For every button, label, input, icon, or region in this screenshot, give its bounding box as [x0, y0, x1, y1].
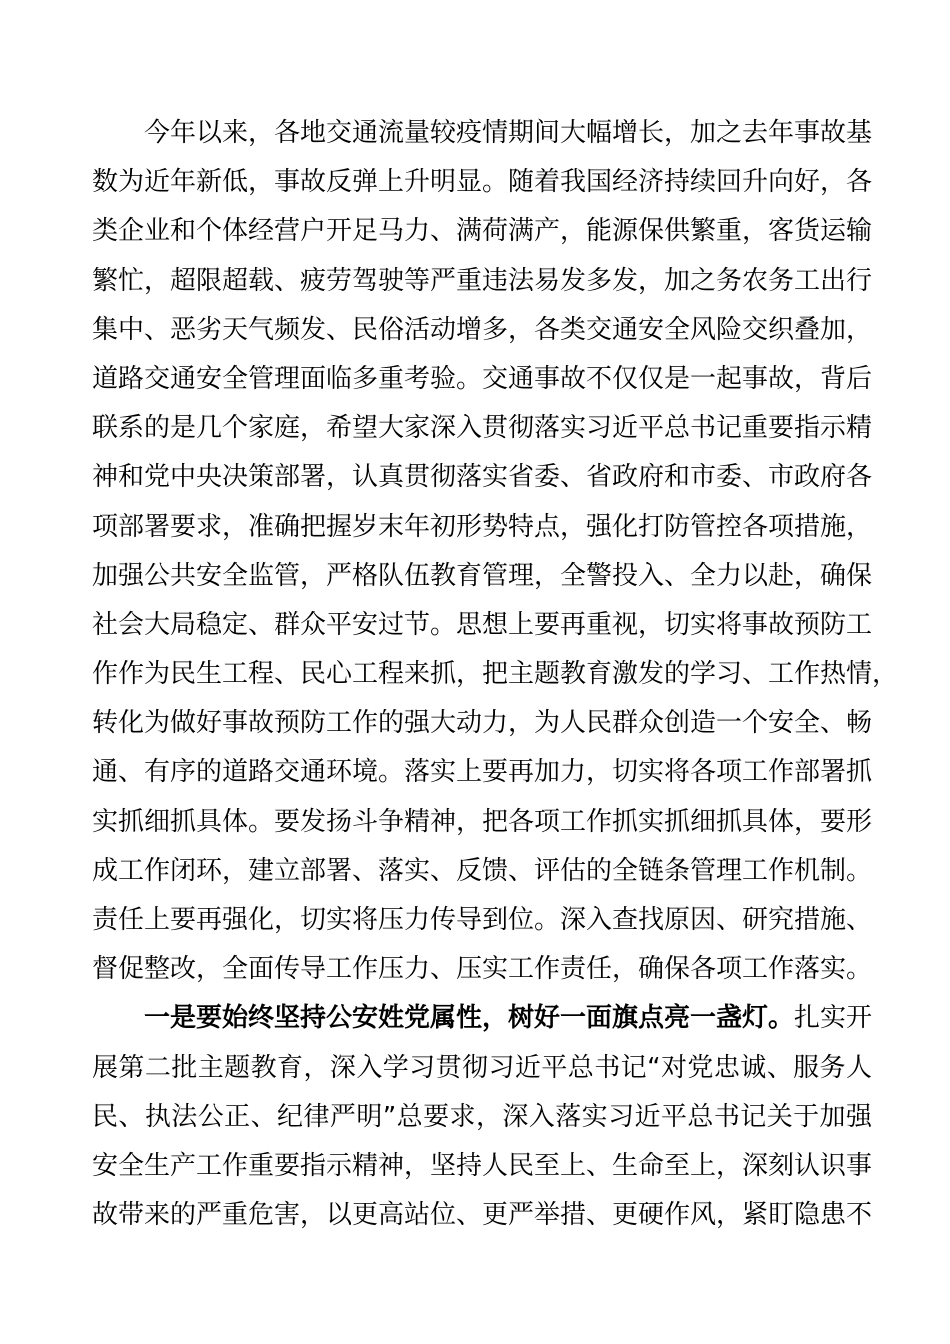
document-page	[92, 109, 899, 1240]
text-line: 民、执法公正、纪律严明”总要求，深入落实习近平总书记关于加强	[92, 1101, 872, 1132]
text-run: 扎实开	[794, 1003, 873, 1034]
text-line: 数为近年新低，事故反弹上升明显。随着我国经济持续回升向好，各	[92, 167, 873, 198]
text-line: 作作为民生工程、民心工程来抓，把主题教育激发的学习、工作热情，	[92, 659, 899, 690]
text-line: 社会大局稳定、群众平安过节。思想上要再重视，切实将事故预防工	[92, 609, 873, 640]
text-line: 集中、恶劣天气频发、民俗活动增多，各类交通安全风险交织叠加，	[92, 314, 873, 345]
text-line: 类企业和个体经营户开足马力、满荷满产，能源保供繁重，客货运输	[92, 216, 873, 247]
text-line: 加强公共安全监管，严格队伍教育管理，全警投入、全力以赴，确保	[92, 560, 873, 591]
text-line: 展第二批主题教育，深入学习贯彻习近平总书记“对党忠诚、服务人	[92, 1052, 872, 1083]
paragraph-1	[92, 109, 899, 994]
text-line	[92, 994, 872, 1043]
text-line: 项部署要求，准确把握岁末年初形势特点，强化打防管控各项措施，	[92, 511, 873, 542]
text-line: 成工作闭环，建立部署、落实、反馈、评估的全链条管理工作机制。	[92, 855, 873, 886]
bold-heading: 一是要始终坚持公安姓党属性，树好一面旗点亮一盏灯。	[144, 1003, 795, 1034]
text-line: 神和党中央决策部署，认真贯彻落实省委、省政府和市委、市政府各	[92, 462, 873, 493]
text-line: 通、有序的道路交通环境。落实上要再加力，切实将各项工作部署抓	[92, 757, 873, 788]
text-line: 安全生产工作重要指示精神，坚持人民至上、生命至上，深刻认识事	[92, 1150, 873, 1181]
text-line: 故带来的严重危害，以更高站位、更严举措、更硬作风，紧盯隐患不	[92, 1200, 873, 1231]
text-line: 责任上要再强化，切实将压力传导到位。深入查找原因、研究措施、	[92, 905, 873, 935]
text-line: 联系的是几个家庭，希望大家深入贯彻落实习近平总书记重要指示精	[92, 413, 873, 444]
text-line: 今年以来，各地交通流量较疫情期间大幅增长，加之去年事故基	[144, 118, 873, 148]
text-line: 道路交通安全管理面临多重考验。交通事故不仅仅是一起事故，背后	[92, 363, 873, 394]
paragraph-2	[92, 994, 872, 1240]
text-line: 实抓细抓具体。要发扬斗争精神，把各项工作抓实抓细抓具体，要形	[92, 806, 873, 837]
text-line: 转化为做好事故预防工作的强大动力，为人民群众创造一个安全、畅	[92, 708, 873, 739]
text-line: 繁忙，超限超载、疲劳驾驶等严重违法易发多发，加之务农务工出行	[92, 265, 873, 296]
text-line: 督促整改，全面传导工作压力、压实工作责任，确保各项工作落实。	[92, 954, 873, 985]
